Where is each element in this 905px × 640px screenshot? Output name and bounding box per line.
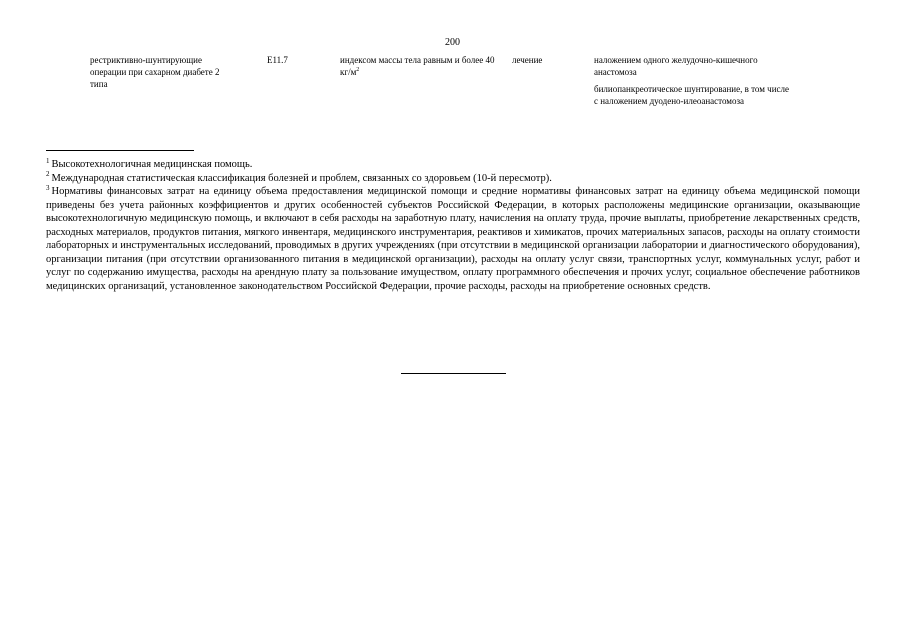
treatment-method-item: билиопанкреотическое шунтирование, в том числе с наложением дуодено-илеоанастомоза [594,84,789,106]
page-number: 200 [445,37,460,48]
patient-model-text: индексом массы тела равным и более 40 кг/м [340,55,495,77]
footnote-text: Нормативы финансовых затрат на единицу объема предоставления медицинской помощи и средние нормативы финансовых затрат на единицу объема медицинской помощи приведены без учета районных коэффициентов и других особенностей субъектов Российской Федерации, в которых расположены медицинские организации, оказывающие высокотехнологичную медицинскую помощь, и включают в себя расходы на заработную плату, начисления на оплату труда, прочие выплаты, приобретение лекарственных средств, расходных материалов, продуктов питания, мягкого инвентаря, медицинского инструментария, реактивов и химикатов, прочих материальных запасов, расходы на оплату стоимости лабораторных и инструментальных исследований, проводимых в других учреждениях (при отсутствии в медицинской организации лаборатории и диагностического оборудования), организации питания (при отсутствии организованного питания в медицинской организации), расходы на оплату услуг связи, транспортных услуг, коммунальных услуг, работ и услуг по содержанию имущества, расходы на арендную плату за пользование имуществом, оплату программного обеспечения и прочих услуг, социальное обеспечение работников медицинских организаций, установленное законодательством Российской Федерации, прочие расходы, расходы на приобретение основных средств. [46,186,860,292]
footnote [46,185,860,293]
footnote [46,172,860,186]
end-of-document-rule [401,373,506,374]
footnote-text: Международная статистическая классификация болезней и проблем, связанных со здоровьем (10-й пересмотр). [51,172,552,184]
table-cell-treatment-methods [594,54,794,112]
footnote-mark: 1 [46,156,50,165]
footnote-text: Высокотехнологичная медицинская помощь. [51,159,253,170]
table-cell-patient-model [340,54,500,78]
table-cell-icd-code: E11.7 [267,55,288,65]
footnote-separator [46,150,194,151]
footnote-mark: 3 [46,183,50,192]
table-cell-intervention-name: рестриктивно-шунтирующие операции при сахарном диабете 2 типа [90,55,220,89]
patient-model-superscript: 2 [356,67,360,73]
treatment-method-item: наложением одного желудочно-кишечного анастомоза [594,55,758,77]
footnotes [46,158,860,293]
footnote-mark: 2 [46,170,50,178]
table-cell-treatment-type: лечение [512,55,543,65]
footnote [46,158,860,172]
